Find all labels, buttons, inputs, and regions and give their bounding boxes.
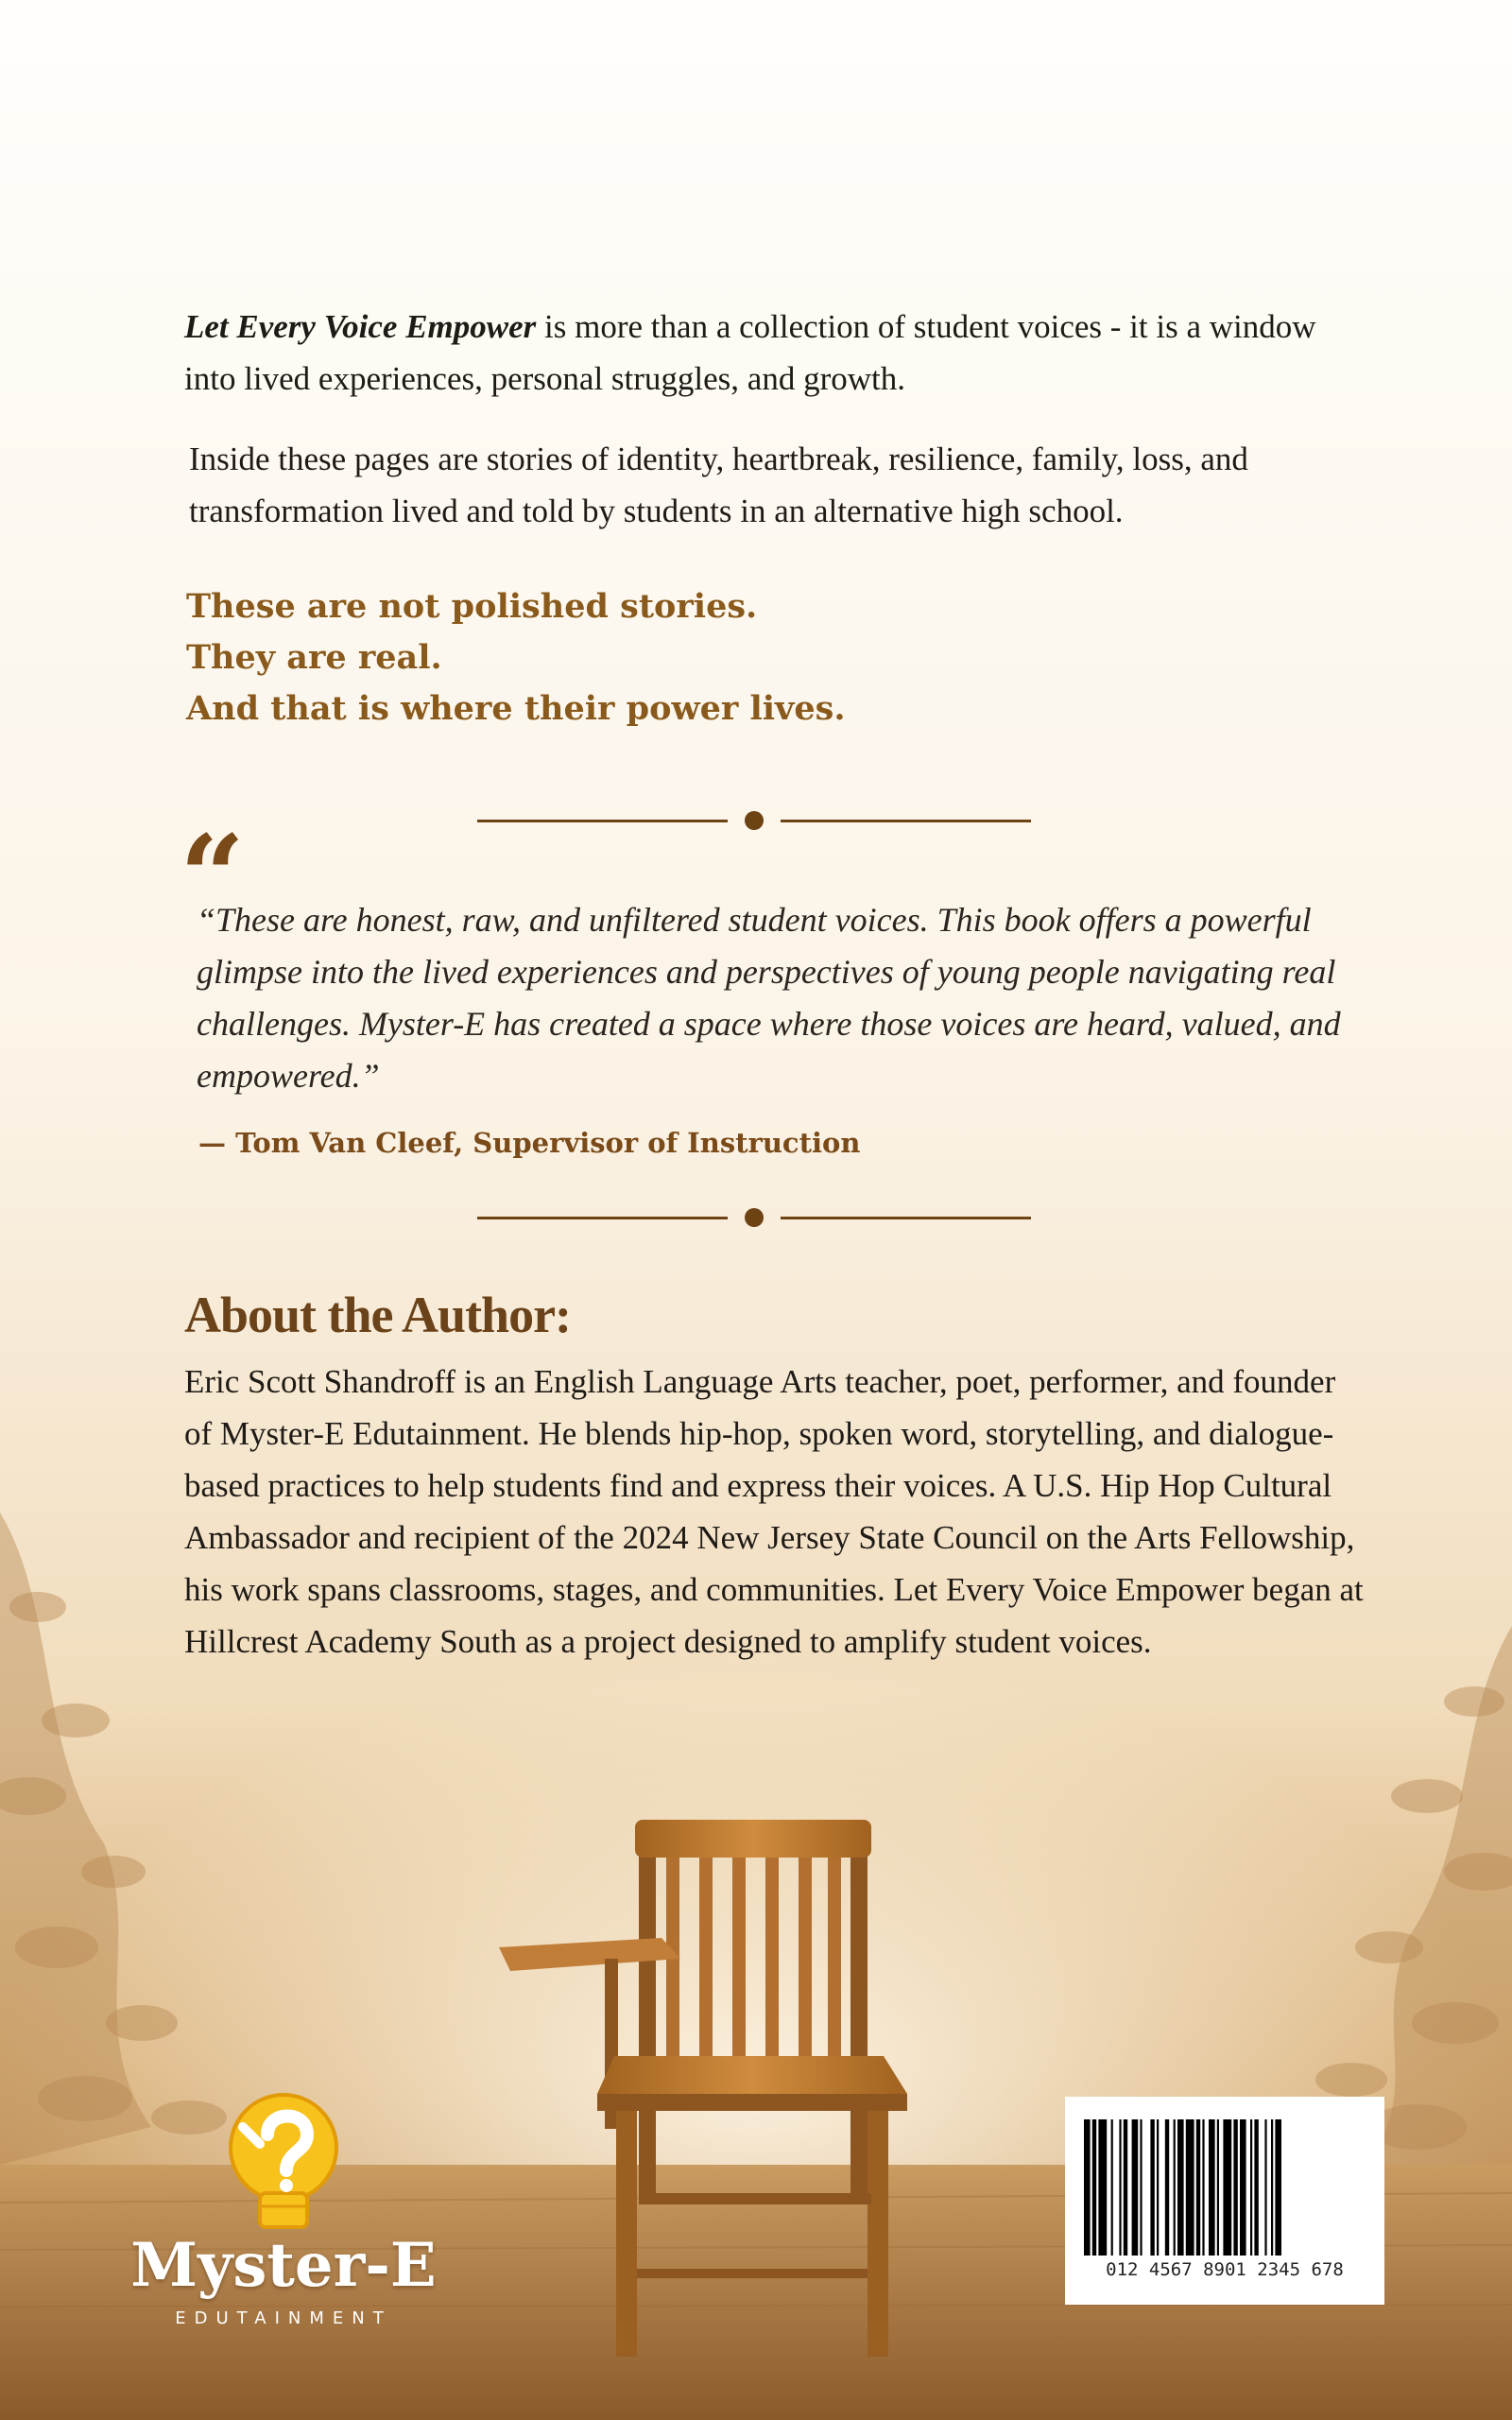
tagline-line-2: They are real. bbox=[186, 638, 442, 677]
barcode-number: 012 4567 8901 2345 678 bbox=[1106, 2259, 1344, 2280]
about-body: Eric Scott Shandroff is an English Language Arts teacher, poet, performer, and founder of Myster-E Edutainment. He blends hip-hop, spoken word, storytelling, and dialogue-based practices to help students find and express their voices. A U.S. Hip Hop Cultural Ambassador and recipient of the 2024 New Jersey State Council on the Arts Fellowship, his work spans classrooms, stages, and communities. Let Every Voice Empower began at Hillcrest Academy South as a project designed to amplify student voices. bbox=[184, 1363, 1364, 1660]
divider-dot-icon bbox=[745, 1208, 764, 1227]
quote-attribution: — Tom Van Cleef, Supervisor of Instruction bbox=[198, 1127, 861, 1159]
lightbulb-question-icon bbox=[118, 2089, 449, 2240]
publisher-logo bbox=[118, 2089, 449, 2344]
intro-paragraph bbox=[184, 301, 1375, 405]
divider-top bbox=[477, 811, 1031, 830]
book-title: Let Every Voice Empower bbox=[184, 308, 537, 345]
logo-subtitle: EDUTAINMENT bbox=[175, 2308, 392, 2328]
testimonial-quote: “These are honest, raw, and unfiltered student voices. This book offers a powerful glimpse into the lived experiences and perspectives of young people navigating real challenges. Myster-E has created a space where those voices are heard, valued, and empowered.” bbox=[197, 901, 1341, 1095]
divider-dot-icon bbox=[745, 811, 764, 830]
intro-text: is more than a collection of student voices - it is a window into lived experiences, personal struggles, and growth. bbox=[184, 308, 1316, 397]
isbn-barcode bbox=[1065, 2097, 1384, 2305]
stories-paragraph: Inside these pages are stories of identity, heartbreak, resilience, family, loss, and transformation lived and told by students in an alternative high school. bbox=[189, 441, 1248, 529]
tagline-line-3: And that is where their power lives. bbox=[186, 689, 846, 728]
quote-mark-icon: “ bbox=[180, 810, 246, 943]
divider-bottom bbox=[477, 1208, 1031, 1227]
barcode-bars bbox=[1084, 2119, 1366, 2256]
logo-wordmark: Myster-E bbox=[130, 2230, 437, 2301]
about-heading: About the Author: bbox=[184, 1287, 572, 1343]
tagline-line-1: These are not polished stories. bbox=[186, 587, 758, 626]
